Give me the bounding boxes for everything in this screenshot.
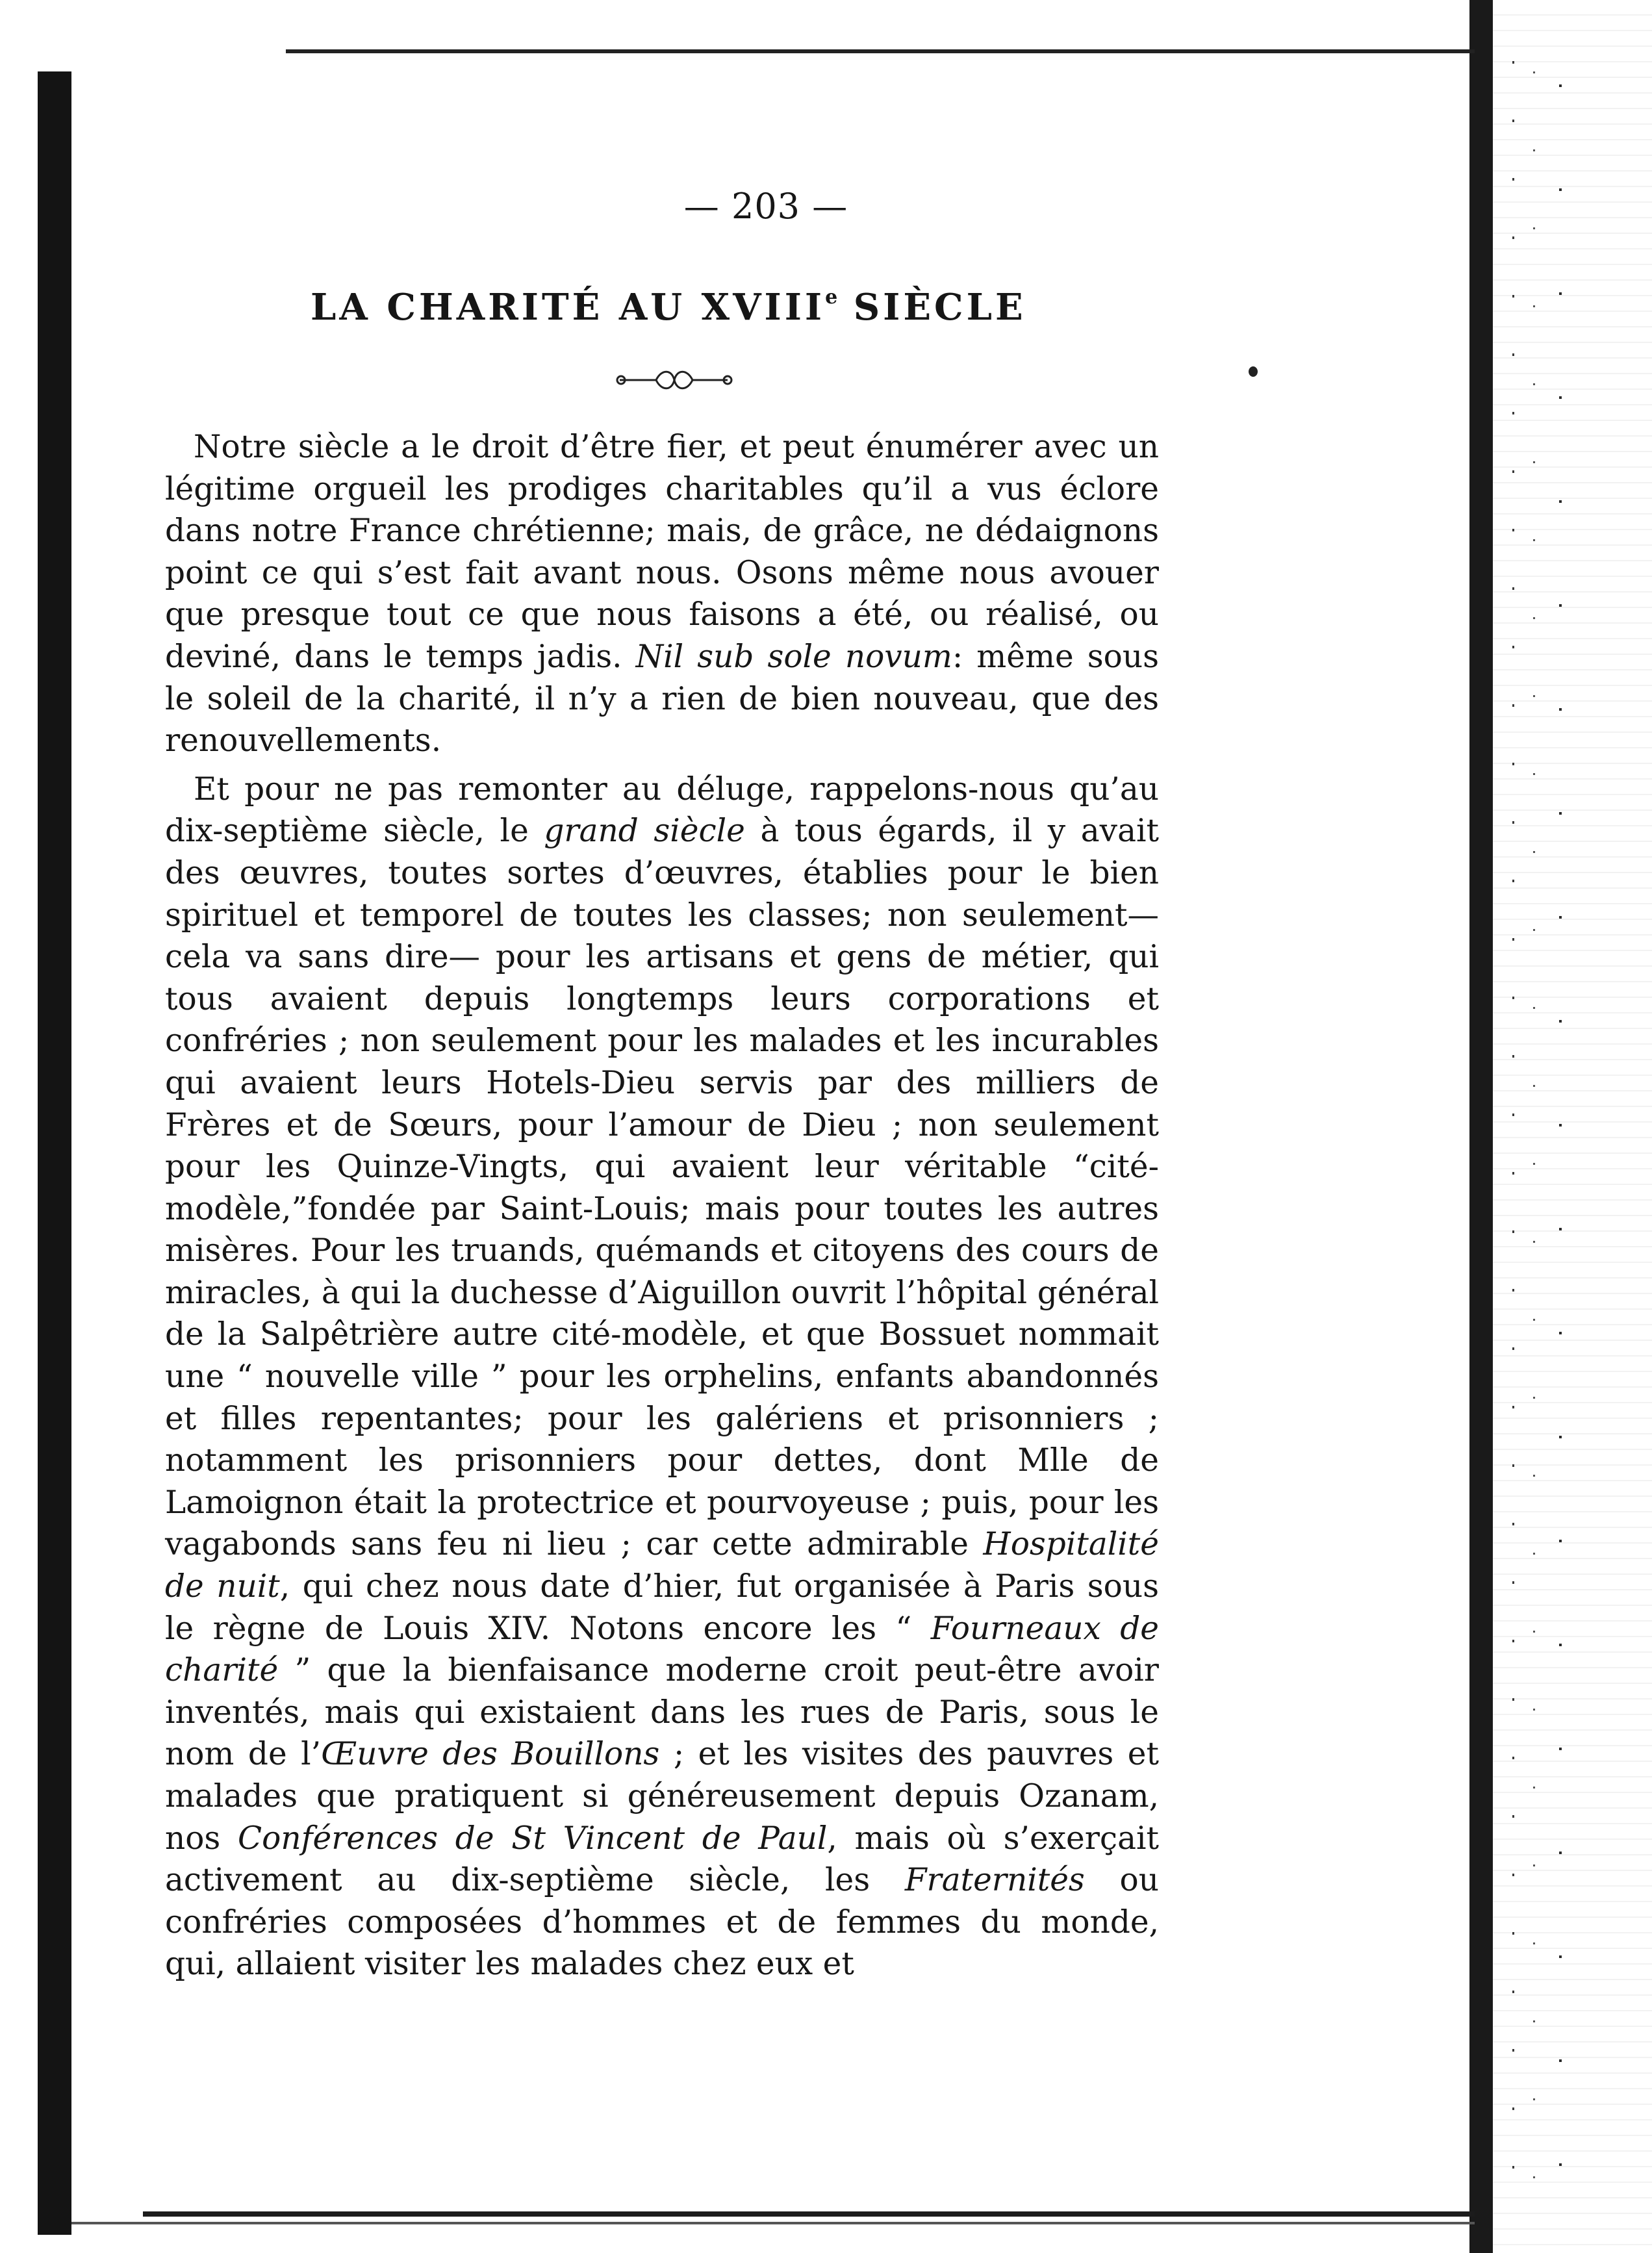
chapter-title-end: SIÈCLE [837,286,1026,329]
decorative-flourish-icon [616,364,733,396]
chapter-title-main: LA CHARITÉ AU XVIII [311,286,826,329]
italic-run: Fourneaux de charité [165,1610,1159,1689]
text-run: ; et les visites des pauvres et malades que pratiquent si généreusement depuis Ozanam, nos [165,1736,1159,1857]
scan-bottom-rule [143,2211,1475,2217]
italic-run: grand siècle [544,813,745,850]
scan-edge-right [1469,0,1493,2253]
italic-run: Œuvre des Bouillons [321,1736,660,1773]
paragraph-2 [165,769,1159,1985]
chapter-title [311,286,1045,329]
paragraph-1 [165,426,1159,762]
body-text [165,426,1159,1985]
text-run: , qui chez nous date d’hier, fut organisée à Paris sous le règne de Louis XIV. Notons encore les “ [165,1568,1159,1647]
italic-run: Fraternités [904,1862,1085,1899]
text-run: Et pour ne pas remonter au déluge, rappelons-nous qu’au dix-septième siècle, le [165,770,1159,850]
italic-run: Hospitalité de nuit [165,1526,1159,1605]
scan-bottom-rule-thin [71,2222,1475,2224]
italic-run: Nil sub sole novum [635,638,952,675]
chapter-title-superscript: e [825,286,838,309]
text-run: ” que la bienfaisance moderne croit peut-être avoir inventés, mais qui existaient dans les rues de Paris, sous le nom de l’ [165,1652,1159,1773]
scan-edge-left [38,71,71,2235]
page-number: — 203 — [683,186,848,227]
text-run: , mais où s’exerçait activement au dix-septième siècle, les [165,1820,1159,1899]
text-run: Notre siècle a le droit d’être fier, et peut énumérer avec un légitime orgueil les prodiges charitables qu’il a vus éclore dans notre France chrétienne; mais, de grâce, ne dédaignons point ce qui s’est fait avant nous. Osons même nous avouer que presque tout ce que nous faisons a été, ou réalisé, ou deviné, dans le temps jadis. [165,429,1159,675]
scan-speck [1249,366,1258,377]
text-run: ou confréries composées d’hommes et de femmes du monde, qui, allaient visiter les malades chez eux et [165,1862,1159,1983]
scan-top-rule [286,49,1475,53]
scan-noise-right [1507,39,1579,2196]
italic-run: Conférences de St Vincent de Paul [238,1820,828,1857]
text-run: à tous égards, il y avait des œuvres, toutes sortes d’œuvres, établies pour le bien spirituel et temporel de toutes les classes; non seulement— cela va sans dire— pour les artisans et gens de métier, qui tous avaient depuis longtemps leurs corporations et confréries ; non seulement pour les malades et les incurables qui avaient leurs Hotels-Dieu servis par des milliers de Frères et de Sœurs, pour l’amour de Dieu ; non seulement pour les Quinze-Vingts, qui avaient leur véritable “cité-modèle,”fondée par Saint-Louis; mais pour toutes les autres misères. Pour les truands, quémands et citoyens des cours de miracles, à qui la duchesse d’Aiguillon ouvrit l’hôpital général de la Salpêtrière autre cité-modèle, et que Bossuet nommait une “ nouvelle ville ” pour les orphelins, enfants abandonnés et filles repentantes; pour les galériens et prisonniers ; notamment les prisonniers pour dettes, dont Mlle de Lamoignon était la protectrice et pourvoyeuse ; puis, pour les vagabonds sans feu ni lieu ; car cette admirable [165,813,1160,1563]
text-run: : même sous le soleil de la charité, il n’y a rien de bien nouveau, que des renouvellements. [165,638,1159,759]
